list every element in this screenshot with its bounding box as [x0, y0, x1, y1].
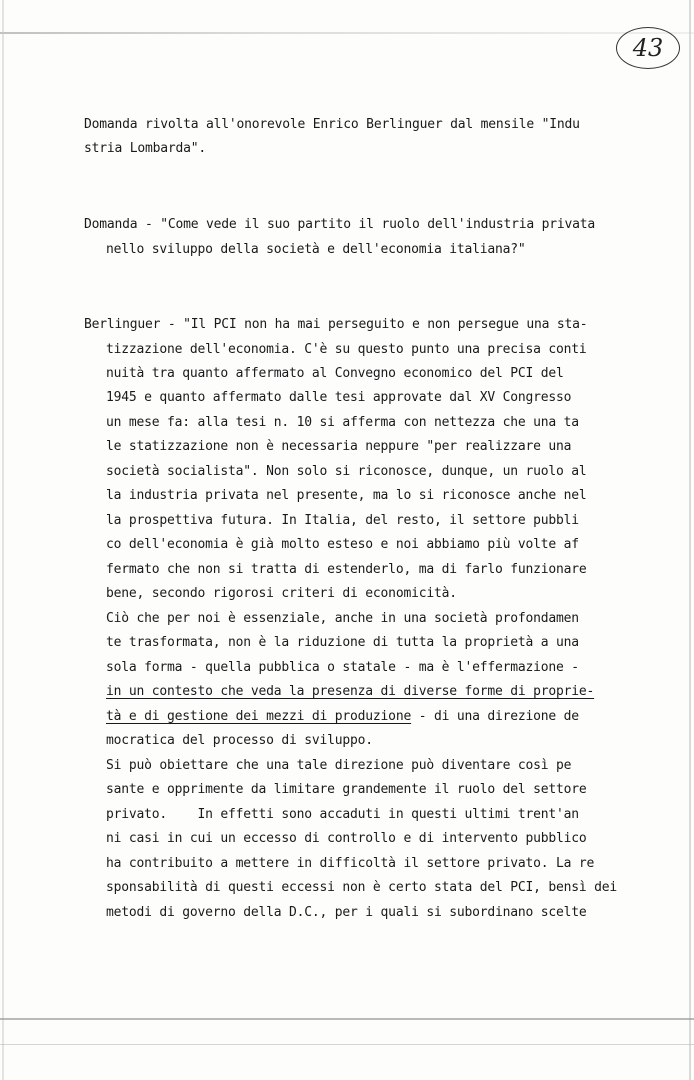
answer-underlined-span: tà e di gestione dei mezzi di produzione: [106, 709, 412, 724]
heading-line-2: stria Lombarda".: [84, 141, 207, 156]
answer-line: 1945 e quanto affermato dalle tesi approvate dal XV Congresso: [106, 390, 572, 405]
answer-span: - di una direzione de: [411, 709, 579, 724]
answer-line: mocratica del processo di sviluppo.: [106, 733, 373, 748]
answer-line-underlined: in un contesto che veda la presenza di diverse forme di proprie-: [106, 684, 595, 699]
question-line-1: Domanda - "Come vede il suo partito il ruolo dell'industria privata: [84, 217, 595, 232]
answer-line: sponsabilità di questi eccessi non è certo stata del PCI, bensì dei: [106, 880, 617, 895]
answer-line: privato. In effetti sono accaduti in questi ultimi trent'an: [106, 807, 579, 822]
answer-line: sante e opprimente da limitare grandemente il ruolo del settore: [106, 782, 587, 797]
scan-edge-bottom-secondary: [0, 1044, 694, 1045]
answer-line: società socialista". Non solo si riconosce, dunque, un ruolo al: [106, 464, 587, 479]
answer-line: nuità tra quanto affermato al Convegno economico del PCI del: [106, 366, 564, 381]
answer-line: co dell'economia è già molto esteso e noi abbiamo più volte af: [106, 537, 579, 552]
scan-edge-bottom: [0, 1018, 694, 1020]
answer-line: la prospettiva futura. In Italia, del resto, il settore pubbli: [106, 513, 579, 528]
answer-line: fermato che non si tratta di estenderlo, ma di farlo funzionare: [106, 562, 587, 577]
answer-line: un mese fa: alla tesi n. 10 si afferma con nettezza che una ta: [106, 415, 579, 430]
answer-line: Ciò che per noi è essenziale, anche in una società profondamen: [106, 611, 579, 626]
answer-line: metodi di governo della D.C., per i quali si subordinano scelte: [106, 905, 587, 920]
answer-line: sola forma - quella pubblica o statale - ma è l'effermazione -: [106, 660, 579, 675]
answer-line-mixed: [106, 709, 579, 724]
answer-line: te trasformata, non è la riduzione di tutta la proprietà a una: [106, 635, 579, 650]
heading-line-1: Domanda rivolta all'onorevole Enrico Berlinguer dal mensile "Indu: [84, 117, 580, 132]
answer-line: le statizzazione non è necessaria neppure "per realizzare una: [106, 439, 572, 454]
scan-edge-left: [2, 0, 4, 1080]
page-number-circle: 43: [616, 27, 680, 69]
question-line-2: nello sviluppo della società e dell'economia italiana?": [106, 242, 526, 257]
answer-line: Si può obiettare che una tale direzione può diventare così pe: [106, 758, 572, 773]
answer-line: tizzazione dell'economia. C'è su questo punto una precisa conti: [106, 342, 587, 357]
answer-line: ha contribuito a mettere in difficoltà il settore privato. La re: [106, 856, 595, 871]
scan-edge-top: [0, 32, 694, 34]
answer-line: la industria privata nel presente, ma lo si riconosce anche nel: [106, 488, 587, 503]
answer-line: bene, secondo rigorosi criteri di economicità.: [106, 586, 457, 601]
answer-line: ni casi in cui un eccesso di controllo e di intervento pubblico: [106, 831, 587, 846]
scan-edge-right: [689, 0, 691, 1080]
answer-line: Berlinguer - "Il PCI non ha mai perseguito e non persegue una sta-: [84, 317, 588, 332]
